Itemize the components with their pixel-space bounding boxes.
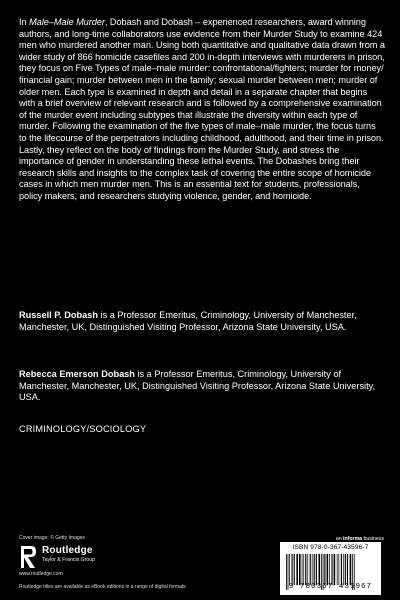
book-title-italic: Male–Male Murder <box>29 17 105 27</box>
description-lead: In <box>19 17 30 27</box>
isbn-barcode <box>280 542 381 595</box>
author-bio-1 <box>19 310 385 333</box>
barcode-bar <box>334 554 336 585</box>
book-description <box>19 17 385 203</box>
barcode-bar <box>292 554 293 585</box>
barcode-bar <box>303 554 304 585</box>
author-bio-text-1: is a Professor Emeritus, Criminology, University of Manchester, Manchester, UK, Distinguished Visiting Professor, Arizona State University, USA. <box>19 310 357 332</box>
isbn-label: ISBN 978-0-367-43596-7 <box>292 544 369 551</box>
routledge-logo-icon <box>19 545 37 569</box>
barcode-bar <box>312 554 313 585</box>
publisher-website: www.routledge.com <box>19 571 63 577</box>
barcode-bar <box>331 554 332 585</box>
publisher-name: Routledge <box>42 545 93 556</box>
informa-pre: an <box>335 536 344 542</box>
barcode-bar <box>302 554 303 585</box>
description-body: , Dobash and Dobash – experienced researchers, award winning authors, and long-time collaborators use evidence from their Murder Study to examine 424 men who murdered another man. Using both quantitative and qualitative data drawn from a wider study of 866 homicide casefiles and 200 in-depth interviews with murderers in prison, they focus on Five Types of male–male murder: confrontational/fighters; murder for money/ financial gain; murder between men in the family; sexual murder between men; murder of older men. Each type is examined in depth and detail in a separate chapter that begins with a brief overview of relevant research and is followed by a comprehensive examination of the murder event including subtypes that illustrate the diversity within each type of murder. Following the examination of the five types of male–male murder, the focus turns to the lifecourse of the perpetrators including childhood, adulthood, and their time in prison. Lastly, they reflect on the body of findings from the Murder Study, and stress the importance of gender in understanding these lethal events. The Dobashes bring their research skills and insights to the complex task of covering the entire scope of homicide cases in which men murder men. This is an essential text for students, professionals, policy makers, and researchers studying violence, gender, and homicide. <box>19 17 385 201</box>
barcode-bar <box>341 554 342 585</box>
barcode-bar <box>314 554 315 585</box>
barcode-bar <box>299 554 301 585</box>
subject-category: CRIMINOLOGY/SOCIOLOGY <box>19 424 147 434</box>
publisher-group: Taylor & Francis Group <box>42 557 96 563</box>
barcode-bar <box>307 554 308 585</box>
ebook-availability-note: Routledge titles are available as eBook editions in a range of digital formats <box>19 584 186 590</box>
author-name-2: Rebecca Emerson Dobash <box>19 369 135 379</box>
barcode-bar <box>305 554 306 585</box>
barcode-bar <box>319 554 321 585</box>
informa-post: business <box>362 536 384 542</box>
barcode-bar <box>337 554 338 585</box>
barcode-bar <box>345 554 346 585</box>
barcode-bar <box>296 554 298 585</box>
barcode-bar <box>316 554 317 585</box>
barcode-bar <box>347 554 348 585</box>
barcode-bar <box>339 554 340 585</box>
barcode-bar <box>350 554 352 585</box>
informa-brand: informa <box>343 536 363 542</box>
barcode-bar <box>324 554 325 585</box>
barcode-bar <box>310 554 311 585</box>
barcode-bar <box>294 554 295 585</box>
author-bio-2 <box>19 369 385 404</box>
cover-image-credit: Cover image: © Getty Images <box>19 535 85 541</box>
barcode-digits: 9 780367 435967 <box>288 583 373 591</box>
barcode-bar <box>343 554 344 585</box>
barcode-bar <box>329 554 330 585</box>
author-bio-text-2: is a Professor Emeritus, Criminology, University of Manchester, Manchester, UK, Distinguished Visiting Professor, Arizona State University, USA. <box>19 369 376 403</box>
publisher-block <box>19 545 179 571</box>
author-name-1: Russell P. Dobash <box>19 310 98 320</box>
barcode-bar <box>289 554 290 585</box>
barcode-bar <box>327 554 329 585</box>
